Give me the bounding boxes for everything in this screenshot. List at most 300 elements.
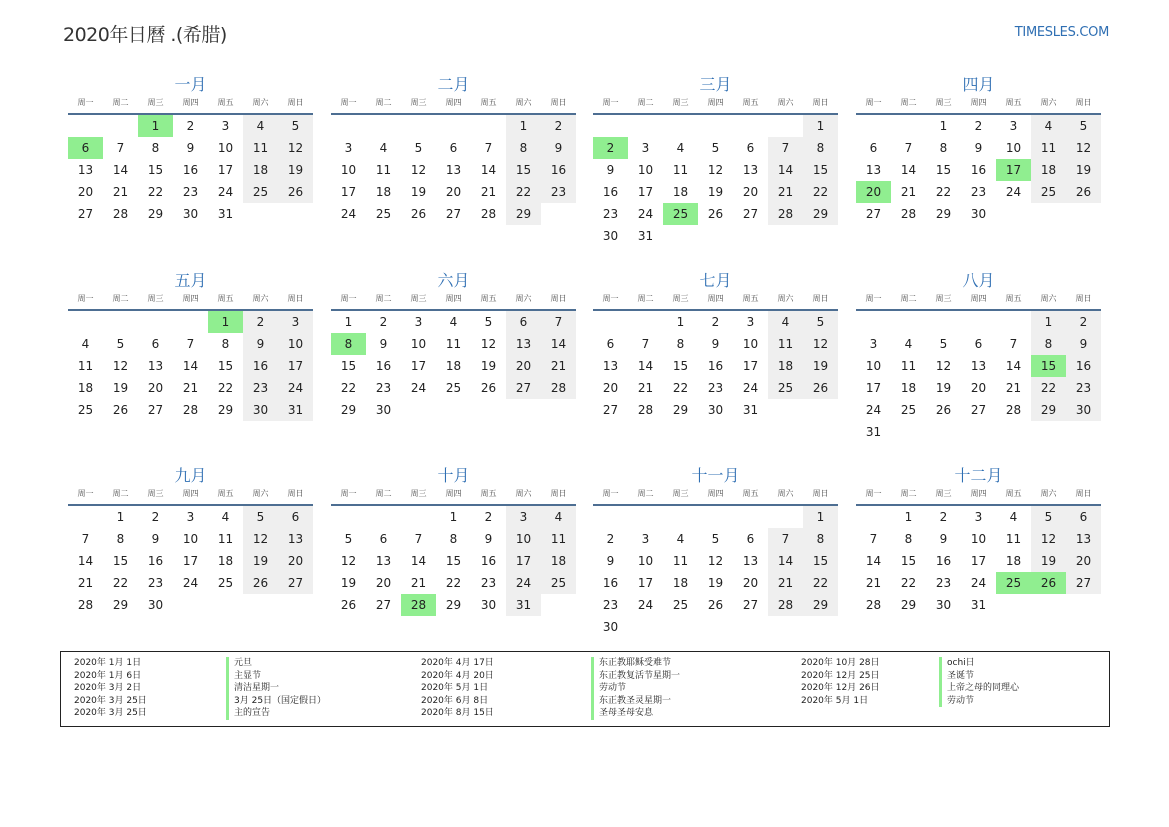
day-cell: 29 (900, 598, 917, 612)
day-cell: 17 (970, 554, 987, 568)
day-grid (331, 506, 576, 616)
day-cell: 15 (935, 163, 952, 177)
day-cell: 7 (904, 141, 913, 155)
weekend-day-cell: 22 (1031, 377, 1066, 399)
weekend-day-cell: 4 (541, 506, 576, 528)
day-cell: 19 (707, 576, 724, 590)
day-cell: 21 (480, 185, 497, 199)
day-cell: 11 (445, 337, 462, 351)
day-cell: 23 (602, 207, 619, 221)
day-cell: 10 (182, 532, 199, 546)
empty-cell (173, 311, 208, 333)
day-cell: 20 (742, 576, 759, 590)
day-cell: 31 (970, 598, 987, 612)
weekend-day-cell: 18 (541, 550, 576, 572)
weekend-day-cell: 12 (1031, 528, 1066, 550)
holiday-date: 2020年 12月 26日 (801, 683, 880, 694)
weekday-label: 周四 (182, 489, 199, 498)
day-grid (593, 115, 838, 247)
day-cell: 13 (970, 359, 987, 373)
day-cell: 14 (182, 359, 199, 373)
day-cell: 13 (445, 163, 462, 177)
day-cell: 22 (217, 381, 234, 395)
weekend-day-cell: 12 (803, 333, 838, 355)
weekday-label: 周五 (480, 98, 497, 107)
day-cell: 4 (81, 337, 90, 351)
weekend-day-cell: 29 (1031, 399, 1066, 421)
day-cell: 10 (1005, 141, 1022, 155)
day-cell: 6 (151, 337, 160, 351)
day-cell: 12 (410, 163, 427, 177)
weekend-day-cell: 2 (243, 311, 278, 333)
day-cell: 2 (151, 510, 160, 524)
weekday-label: 周一 (77, 98, 94, 107)
holiday-name: 上帝之母的同理心 (939, 682, 1019, 695)
day-cell: 9 (186, 141, 195, 155)
weekday-label: 周六 (777, 489, 794, 498)
weekend-day-cell: 22 (803, 572, 838, 594)
weekend-day-cell: 5 (278, 115, 313, 137)
day-grid (68, 311, 313, 421)
day-cell: 7 (484, 141, 493, 155)
page-title: 2020年日曆 .(希腊) (63, 24, 227, 46)
day-cell: 6 (746, 141, 755, 155)
day-cell: 13 (147, 359, 164, 373)
weekday-label: 周六 (515, 98, 532, 107)
empty-cell (733, 506, 768, 528)
weekend-day-cell: 23 (243, 377, 278, 399)
weekend-day-cell: 16 (541, 159, 576, 181)
day-cell: 12 (112, 359, 129, 373)
day-cell: 11 (1005, 532, 1022, 546)
weekday-label: 周四 (970, 489, 987, 498)
day-cell: 15 (147, 163, 164, 177)
weekday-label: 周二 (900, 489, 917, 498)
holiday-names-column (939, 657, 1019, 707)
weekday-label: 周一 (77, 294, 94, 303)
weekend-day-cell: 31 (278, 399, 313, 421)
weekend-day-cell: 6 (278, 506, 313, 528)
weekend-day-cell: 21 (768, 181, 803, 203)
month-name: 六月 (437, 271, 470, 290)
weekend-day-cell: 29 (803, 203, 838, 225)
day-cell: 23 (147, 576, 164, 590)
weekday-label: 周三 (672, 489, 689, 498)
day-cell: 14 (637, 359, 654, 373)
empty-cell (856, 311, 891, 333)
day-cell: 3 (414, 315, 423, 329)
holiday-names-column (226, 657, 326, 720)
day-cell: 10 (637, 163, 654, 177)
weekend-day-cell: 17 (506, 550, 541, 572)
day-cell: 29 (147, 207, 164, 221)
weekday-label: 周三 (935, 489, 952, 498)
empty-cell (663, 506, 698, 528)
day-cell: 10 (865, 359, 882, 373)
weekday-label: 周二 (375, 294, 392, 303)
day-cell: 4 (379, 141, 388, 155)
day-cell: 2 (939, 510, 948, 524)
day-cell: 28 (865, 598, 882, 612)
empty-cell (628, 506, 663, 528)
day-cell: 22 (935, 185, 952, 199)
day-cell: 21 (77, 576, 94, 590)
day-cell: 9 (151, 532, 160, 546)
weekday-label: 周一 (340, 98, 357, 107)
weekend-day-cell: 6 (1066, 506, 1101, 528)
weekday-header (331, 96, 576, 110)
day-cell: 8 (221, 337, 230, 351)
holiday-name: 劳动节 (591, 682, 680, 695)
day-cell: 25 (672, 598, 689, 612)
day-cell: 4 (221, 510, 230, 524)
weekend-day-cell: 21 (541, 355, 576, 377)
day-cell: 11 (900, 359, 917, 373)
holiday-names-column (591, 657, 680, 720)
day-cell: 26 (480, 381, 497, 395)
holiday-day-cell: 1 (208, 311, 243, 333)
weekend-day-cell: 17 (278, 355, 313, 377)
weekday-label: 周五 (742, 98, 759, 107)
weekday-label: 周二 (112, 294, 129, 303)
weekday-label: 周二 (112, 98, 129, 107)
weekend-day-cell: 19 (1031, 550, 1066, 572)
weekday-label: 周日 (550, 98, 567, 107)
weekday-label: 周六 (252, 489, 269, 498)
weekday-label: 周日 (287, 489, 304, 498)
day-cell: 27 (742, 207, 759, 221)
day-cell: 1 (939, 119, 948, 133)
day-cell: 19 (935, 381, 952, 395)
day-cell: 16 (602, 185, 619, 199)
weekend-day-cell: 21 (768, 572, 803, 594)
day-cell: 26 (935, 403, 952, 417)
weekend-day-cell: 20 (278, 550, 313, 572)
weekday-label: 周三 (410, 489, 427, 498)
holiday-name: 主显节 (226, 670, 326, 683)
day-cell: 11 (217, 532, 234, 546)
day-cell: 10 (970, 532, 987, 546)
day-cell: 23 (182, 185, 199, 199)
holiday-day-cell: 6 (68, 137, 103, 159)
month-name: 三月 (699, 75, 732, 94)
weekday-label: 周二 (637, 98, 654, 107)
day-cell: 10 (340, 163, 357, 177)
holiday-date: 2020年 1月 6日 (74, 670, 142, 681)
weekend-day-cell: 4 (1031, 115, 1066, 137)
day-cell: 30 (602, 229, 619, 243)
day-cell: 4 (449, 315, 458, 329)
day-cell: 20 (602, 381, 619, 395)
empty-cell (401, 115, 436, 137)
day-cell: 23 (970, 185, 987, 199)
day-cell: 30 (935, 598, 952, 612)
day-grid (593, 311, 838, 421)
day-cell: 30 (182, 207, 199, 221)
day-cell: 18 (77, 381, 94, 395)
day-cell: 28 (1005, 403, 1022, 417)
holiday-day-cell: 15 (1031, 355, 1066, 377)
day-cell: 5 (484, 315, 493, 329)
day-cell: 14 (1005, 359, 1022, 373)
weekend-day-cell: 20 (506, 355, 541, 377)
weekend-day-cell: 1 (1031, 311, 1066, 333)
weekend-day-cell: 7 (768, 528, 803, 550)
weekday-label: 周二 (900, 98, 917, 107)
day-cell: 24 (217, 185, 234, 199)
weekend-day-cell: 22 (803, 181, 838, 203)
month-1 (68, 74, 313, 225)
weekend-day-cell: 7 (541, 311, 576, 333)
day-cell: 2 (484, 510, 493, 524)
weekend-day-cell: 5 (803, 311, 838, 333)
day-cell: 3 (1009, 119, 1018, 133)
day-cell: 20 (77, 185, 94, 199)
holiday-day-cell: 17 (996, 159, 1031, 181)
weekend-day-cell: 20 (1066, 550, 1101, 572)
day-cell: 30 (970, 207, 987, 221)
day-cell: 27 (147, 403, 164, 417)
day-cell: 21 (865, 576, 882, 590)
weekday-label: 周六 (1040, 489, 1057, 498)
day-cell: 18 (672, 185, 689, 199)
weekend-day-cell: 1 (803, 115, 838, 137)
day-cell: 27 (445, 207, 462, 221)
day-cell: 22 (672, 381, 689, 395)
weekend-day-cell: 10 (278, 333, 313, 355)
day-cell: 5 (711, 532, 720, 546)
month-10 (331, 465, 576, 616)
empty-cell (366, 115, 401, 137)
weekend-day-cell: 19 (278, 159, 313, 181)
weekday-label: 周三 (410, 294, 427, 303)
day-cell: 30 (375, 403, 392, 417)
weekday-header (593, 96, 838, 110)
weekend-day-cell: 7 (768, 137, 803, 159)
day-cell: 28 (637, 403, 654, 417)
empty-cell (926, 311, 961, 333)
weekday-label: 周五 (742, 294, 759, 303)
day-cell: 7 (81, 532, 90, 546)
weekday-label: 周四 (707, 294, 724, 303)
empty-cell (663, 115, 698, 137)
weekday-label: 周三 (147, 489, 164, 498)
day-cell: 29 (340, 403, 357, 417)
day-cell: 5 (939, 337, 948, 351)
holiday-date: 2020年 4月 17日 (421, 658, 494, 668)
day-cell: 7 (186, 337, 195, 351)
day-cell: 4 (676, 532, 685, 546)
weekday-label: 周二 (637, 294, 654, 303)
site-link[interactable]: TIMESLES.COM (1014, 25, 1109, 40)
day-cell: 16 (970, 163, 987, 177)
weekday-label: 周四 (182, 98, 199, 107)
empty-cell (401, 506, 436, 528)
day-cell: 20 (970, 381, 987, 395)
day-cell: 3 (869, 337, 878, 351)
weekday-label: 周六 (1040, 294, 1057, 303)
day-cell: 24 (970, 576, 987, 590)
day-cell: 20 (147, 381, 164, 395)
day-cell: 11 (672, 554, 689, 568)
weekend-day-cell: 27 (278, 572, 313, 594)
weekday-label: 周日 (1075, 98, 1092, 107)
month-name: 八月 (962, 271, 995, 290)
day-cell: 3 (974, 510, 983, 524)
day-cell: 17 (865, 381, 882, 395)
holiday-date: 2020年 5月 1日 (421, 683, 489, 694)
day-cell: 12 (935, 359, 952, 373)
day-cell: 18 (900, 381, 917, 395)
holiday-name: 东正教复活节星期一 (591, 670, 680, 683)
weekday-label: 周日 (287, 294, 304, 303)
weekend-day-cell: 14 (541, 333, 576, 355)
day-cell: 25 (900, 403, 917, 417)
day-cell: 9 (974, 141, 983, 155)
day-cell: 3 (221, 119, 230, 133)
weekend-day-cell: 25 (768, 377, 803, 399)
weekend-day-cell: 23 (541, 181, 576, 203)
weekend-day-cell: 31 (506, 594, 541, 616)
empty-cell (698, 115, 733, 137)
day-cell: 31 (742, 403, 759, 417)
weekday-label: 周五 (742, 489, 759, 498)
day-cell: 1 (449, 510, 458, 524)
weekday-header (68, 96, 313, 110)
day-cell: 8 (904, 532, 913, 546)
weekend-day-cell: 26 (278, 181, 313, 203)
day-cell: 13 (77, 163, 94, 177)
weekday-label: 周二 (112, 489, 129, 498)
weekend-day-cell: 18 (243, 159, 278, 181)
weekend-day-cell: 25 (1031, 181, 1066, 203)
weekend-day-cell: 8 (506, 137, 541, 159)
day-cell: 10 (217, 141, 234, 155)
weekday-header (856, 292, 1101, 306)
day-cell: 21 (410, 576, 427, 590)
day-grid (593, 506, 838, 638)
holiday-name: 清洁星期一 (226, 682, 326, 695)
day-cell: 1 (676, 315, 685, 329)
day-cell: 17 (637, 576, 654, 590)
weekday-label: 周五 (1005, 98, 1022, 107)
day-cell: 23 (602, 598, 619, 612)
holiday-date: 2020年 3月 2日 (74, 683, 142, 694)
day-cell: 19 (112, 381, 129, 395)
holiday-date: 2020年 3月 25日 (74, 708, 147, 719)
day-cell: 5 (414, 141, 423, 155)
month-name: 十二月 (954, 466, 1003, 485)
day-cell: 21 (112, 185, 129, 199)
day-cell: 6 (379, 532, 388, 546)
weekday-label: 周三 (935, 98, 952, 107)
weekend-day-cell: 27 (506, 377, 541, 399)
weekday-label: 周一 (340, 294, 357, 303)
empty-cell (436, 115, 471, 137)
empty-cell (961, 311, 996, 333)
day-cell: 8 (939, 141, 948, 155)
holiday-date: 2020年 8月 15日 (421, 708, 494, 719)
weekday-label: 周四 (970, 98, 987, 107)
day-cell: 22 (147, 185, 164, 199)
month-12 (856, 465, 1101, 616)
weekday-label: 周四 (707, 98, 724, 107)
day-cell: 25 (375, 207, 392, 221)
weekend-day-cell: 19 (803, 355, 838, 377)
holiday-day-cell: 8 (331, 333, 366, 355)
holiday-name: 东正教圣灵星期一 (591, 695, 680, 708)
weekday-header (593, 292, 838, 306)
weekday-label: 周五 (1005, 489, 1022, 498)
day-cell: 2 (974, 119, 983, 133)
empty-cell (996, 311, 1031, 333)
day-cell: 24 (865, 403, 882, 417)
day-cell: 31 (865, 425, 882, 439)
day-grid (331, 115, 576, 225)
day-cell: 31 (217, 207, 234, 221)
day-cell: 22 (112, 576, 129, 590)
day-cell: 18 (217, 554, 234, 568)
day-cell: 24 (1005, 185, 1022, 199)
day-cell: 24 (182, 576, 199, 590)
day-cell: 8 (151, 141, 160, 155)
weekday-label: 周日 (1075, 294, 1092, 303)
day-cell: 24 (637, 598, 654, 612)
day-cell: 7 (641, 337, 650, 351)
weekend-day-cell: 19 (243, 550, 278, 572)
weekday-header (593, 487, 838, 501)
weekend-day-cell: 1 (803, 506, 838, 528)
weekend-day-cell: 14 (768, 550, 803, 572)
day-cell: 8 (116, 532, 125, 546)
weekday-label: 周四 (970, 294, 987, 303)
weekday-label: 周五 (480, 294, 497, 303)
weekend-day-cell: 11 (768, 333, 803, 355)
day-cell: 27 (865, 207, 882, 221)
weekday-label: 周六 (777, 98, 794, 107)
day-cell: 17 (637, 185, 654, 199)
day-cell: 9 (379, 337, 388, 351)
weekday-label: 周二 (637, 489, 654, 498)
day-cell: 27 (602, 403, 619, 417)
weekday-label: 周四 (445, 98, 462, 107)
empty-cell (68, 311, 103, 333)
day-cell: 17 (217, 163, 234, 177)
weekend-day-cell: 13 (278, 528, 313, 550)
month-name: 五月 (174, 271, 207, 290)
day-cell: 3 (641, 532, 650, 546)
day-cell: 18 (1005, 554, 1022, 568)
weekday-label: 周六 (252, 294, 269, 303)
weekend-day-cell: 26 (243, 572, 278, 594)
empty-cell (891, 311, 926, 333)
day-cell: 1 (344, 315, 353, 329)
holiday-day-cell: 20 (856, 181, 891, 203)
day-cell: 3 (186, 510, 195, 524)
weekend-day-cell: 15 (803, 550, 838, 572)
holiday-date: 2020年 6月 8日 (421, 695, 489, 706)
day-cell: 20 (375, 576, 392, 590)
day-cell: 6 (746, 532, 755, 546)
day-cell: 16 (707, 359, 724, 373)
weekday-label: 周一 (865, 98, 882, 107)
weekday-label: 周二 (375, 98, 392, 107)
day-cell: 14 (410, 554, 427, 568)
day-cell: 5 (344, 532, 353, 546)
day-grid (68, 115, 313, 225)
empty-cell (891, 115, 926, 137)
month-4 (856, 74, 1101, 225)
